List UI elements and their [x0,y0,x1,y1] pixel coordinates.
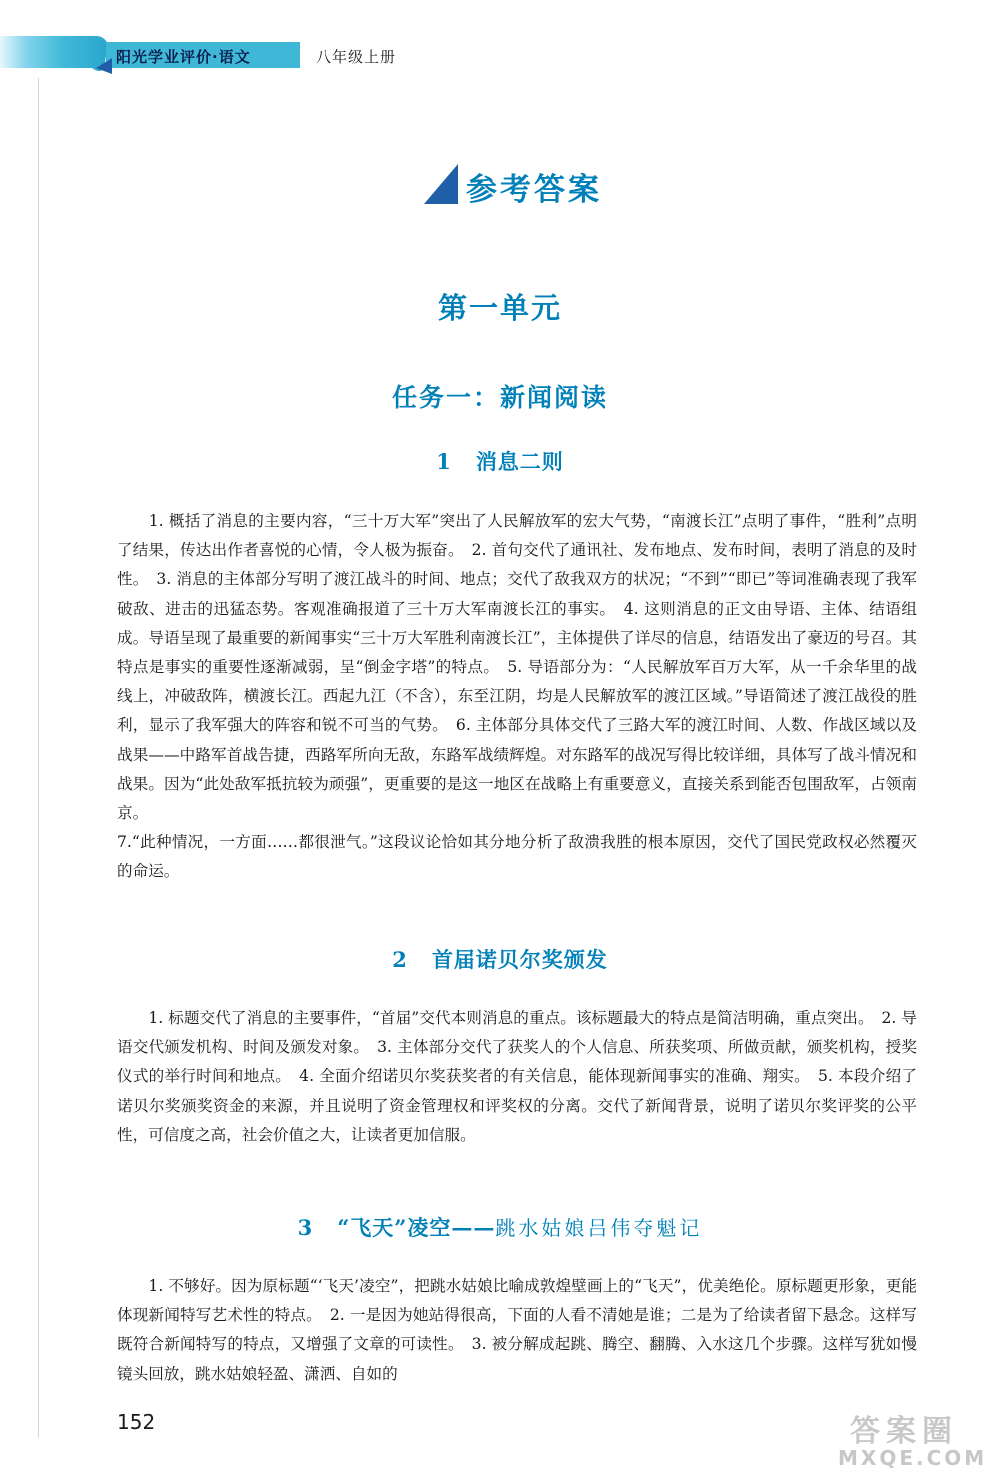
watermark-top: 答案圈 [850,1414,958,1449]
section-title-text: 消息二则 [475,449,564,474]
unit-title: 第一单元 [437,291,562,325]
header-grade: 八年级上册 [316,48,397,66]
section-2-body: 1. 标题交代了消息的主要事件，“首届”交代本则消息的重点。该标题最大的特点是简洁明确，重点突出。 2. 导语交代颁发机构、时间及颁发对象。 3. 主体部分交代了获奖人的个人信息、所获奖项、所做贡献，颁奖机构，授奖仪式的举行时间和地点。 4. 全面介绍诺贝尔奖获奖者的有关信息，能体现新闻事实的准确、翔实。 5. 本段介绍了诺贝尔奖颁奖资金的来源，并且说明了资金管理权和评奖权的分离。交代了新闻背景，说明了诺贝尔奖评奖的公平性，可信度之高，社会价值之大，让读者更加信服。 [117,1009,917,1144]
section-3-body: 1. 不够好。因为原标题“‘飞天’凌空”，把跳水姑娘比喻成敦煌壁画上的“飞天”，优美绝伦。原标题更形象，更能体现新闻特写艺术性的特点。 2. 一是因为她站得很高，下面的人看不清她是谁；二是为了给读者留下悬念。这样写既符合新闻特写的特点，又增强了文章的可读性。 3. 被分解成起跳、腾空、翻腾、入水这几个步骤。这样写犹如慢镜头回放，跳水姑娘轻盈、潇洒、自如的 [117,1277,917,1383]
section-subtitle: 跳水姑娘吕伟夺魁记 [495,1216,703,1240]
section-1-title [0,446,1000,476]
header-series-title: 阳光学业评价·语文 [116,48,251,66]
heading-triangle-icon [424,164,460,206]
section-2-title [0,944,1000,974]
section-number: 3 [297,1215,314,1240]
section-number: 2 [392,947,408,972]
section-title-text: 首届诺贝尔奖颁发 [431,947,608,972]
answer-title: 参考答案 [466,172,602,208]
section-title-text: “飞天”凌空—— [337,1215,496,1240]
page-number: 152 [117,1410,156,1434]
watermark-logo [832,1406,988,1470]
watermark-bottom: MXQE.COM [838,1446,988,1470]
section-1-body: 1. 概括了消息的主要内容，“三十万大军”突出了人民解放军的宏大气势，“南渡长江”点明了事件，“胜利”点明了结果，传达出作者喜悦的心情，令人极为振奋。 2. 首句交代了通讯社、发布地点、发布时间，表明了消息的及时性。 3. 消息的主体部分写明了渡江战斗的时间、地点；交代了敌我双方的状况；“不到”“即已”等词准确表现了我军破敌、进击的迅猛态势。客观准确报道了三十万大军南渡长江的事实。 4. 这则消息的正文由导语、主体、结语组成。导语呈现了最重要的新闻事实“三十万大军胜利南渡长江”，主体提供了详尽的信息，结语发出了豪迈的号召。其特点是事实的重要性逐渐减弱，呈“倒金字塔”的特点。 5. 导语部分为：“人民解放军百万大军，从一千余华里的战线上，冲破敌阵，横渡长江。西起九江（不含），东至江阴，均是人民解放军的渡江区域。”导语简述了渡江战役的胜利，显示了我军强大的阵容和锐不可当的气势。 6. 主体部分具体交代了三路大军的渡江时间、人数、作战区域以及战果——中路军首战告捷，西路军所向无敌，东路军战绩辉煌。对东路军的战况写得比较详细，具体写了战斗情况和战果。因为“此处敌军抵抗较为顽强”，更重要的是这一地区在战略上有重要意义，直接关系到能否包围敌军，占领南京。 7.“此种情况，一方面……都很泄气。”这段议论恰如其分地分析了敌溃我胜的根本原因，交代了国民党政权必然覆灭的命运。 [117,512,917,881]
section-number: 1 [436,449,452,474]
section-3-title [0,1212,1000,1242]
task-title: 任务一：新闻阅读 [391,383,608,412]
